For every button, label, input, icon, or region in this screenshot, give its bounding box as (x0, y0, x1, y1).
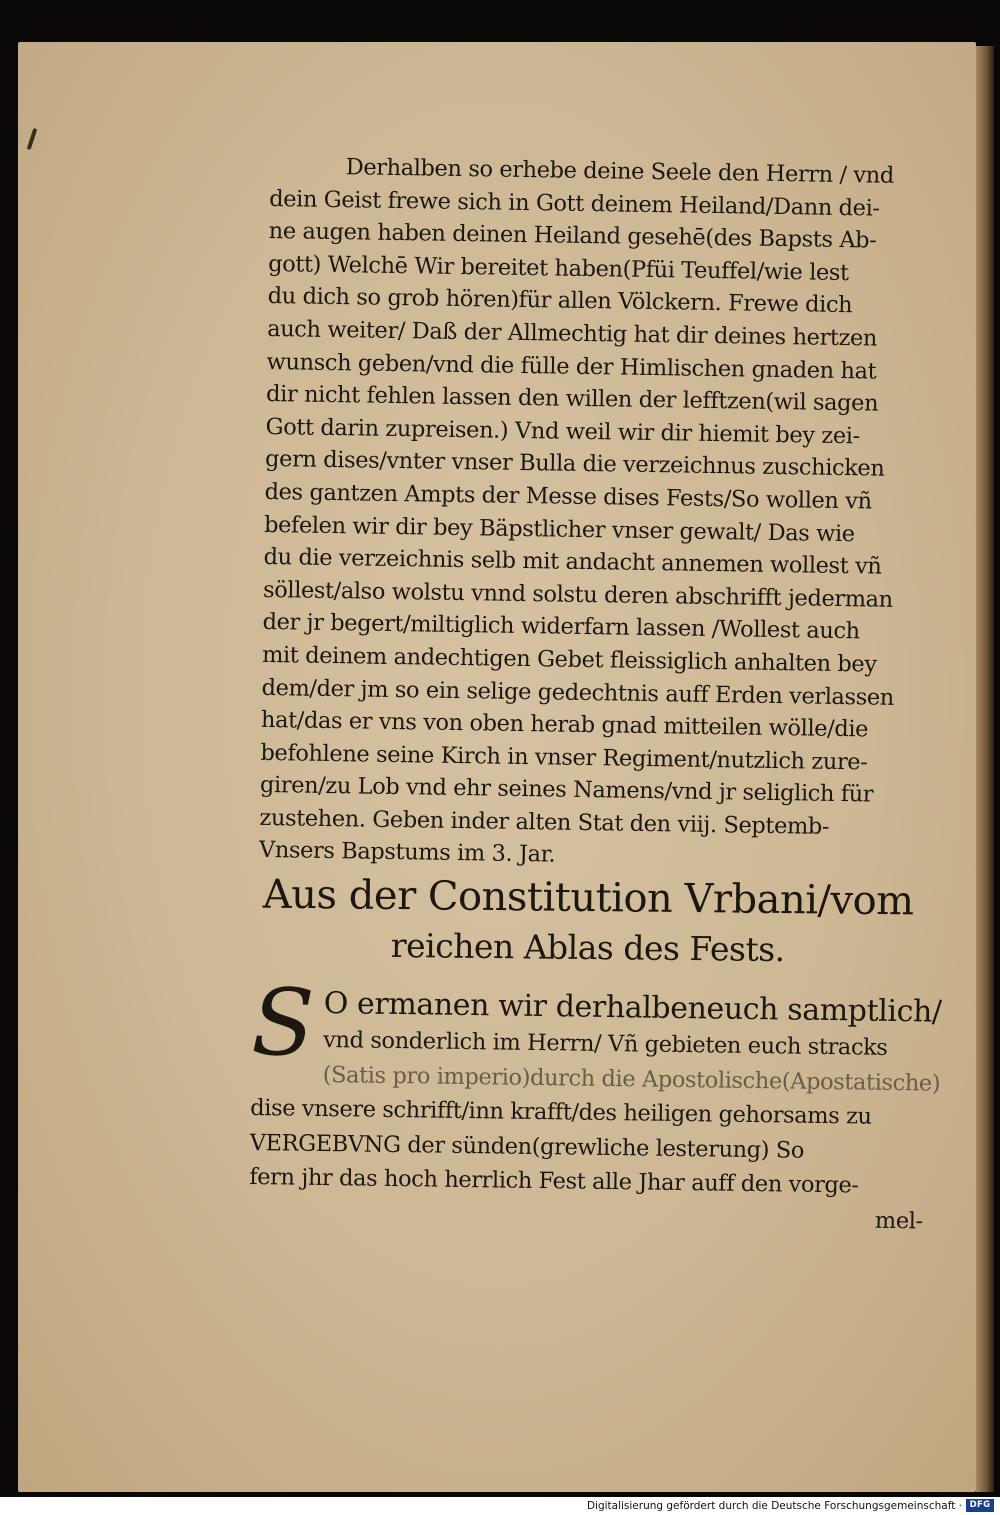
text-line: gern dises/vnter vnser Bulla die verzeichnus zuschicken (264, 446, 885, 483)
catchword: mel- (874, 1207, 923, 1234)
text-line: (Satis pro imperio)durch die Apostolische(Apostatische) (322, 1061, 941, 1097)
text-line: vnd sonderlich im Herrn/ Vñ gebieten euch stracks (323, 1027, 888, 1061)
text-line: du die verzeichnis selb mit andacht annemen wollest vñ (263, 544, 882, 580)
text-line: wunsch geben/vnd die fülle der Himlischen gnaden hat (266, 348, 877, 385)
text-line: dein Geist frewe sich in Gott deinem Heiland/Dann dei- (269, 185, 880, 222)
text-line: befohlene seine Kirch in vnser Regiment/nutzlich zure- (260, 739, 868, 776)
initial-letter: S (250, 969, 316, 1077)
text-line: hat/das er vns von oben herab gnad mitteilen wölle/die (260, 707, 869, 743)
heading-line-1: Aus der Constitution Vrbani/vom (262, 871, 914, 925)
text-line: du dich so grob hören)für allen Völckern. Frewe dich (267, 283, 853, 319)
text-line: dem/der jm so ein selige gedechtnis auff Erden verlassen (261, 674, 895, 711)
text-line: Vnsers Bapstums im 3. Jar. (258, 837, 556, 869)
text-line: gott) Welchē Wir bereitet haben(Pfüi Teuffel/wie lest (268, 250, 849, 286)
text-line: zustehen. Geben inder alten Stat den viij. Septemb- (259, 804, 830, 840)
text-line: Derhalben so erhebe deine Seele den Herrn / vnd (345, 154, 895, 189)
body-text (259, 150, 930, 877)
text-line: giren/zu Lob vnd ehr seines Namens/vnd jr seliglich für (259, 772, 874, 808)
text-line: söllest/also wolstu vnnd solstu deren abschrifft jederman (262, 576, 893, 613)
text-line: VERGEBVNG der sünden(grewliche lesterung) So (249, 1129, 805, 1164)
text-line: dir nicht fehlen lassen den willen der lefftzen(wil sagen (265, 381, 879, 417)
text-line: auch weiter/ Daß der Allmechtig hat dir deines hertzen (266, 315, 878, 352)
text-line: mit deinem andechtigen Gebet fleissiglich anhalten bey (261, 641, 877, 678)
text-line: befelen wir dir bey Bäpstlicher vnser gewalt/ Das wie (263, 511, 855, 547)
text-line: Gott darin zupreisen.) Vnd weil wir dir hiemit bey zei- (265, 413, 860, 450)
section-two-text (249, 969, 942, 1238)
footer-credit: Digitalisierung gefördert durch die Deutsche Forschungsgemeinschaft · (586, 1500, 962, 1512)
text-line: der jr begert/miltiglich widerfarn lassen /Wollest auch (262, 609, 860, 645)
dfg-logo: DFG (966, 1499, 994, 1512)
text-line: fern jhr das hoch herrlich Fest alle Jhar auff den vorge- (249, 1163, 859, 1199)
text-line: ne augen haben deinen Heiland gesehē(des Bapsts Ab- (268, 218, 877, 254)
section-heading (257, 867, 918, 980)
heading-line-2: reichen Ablas des Fests. (390, 925, 785, 970)
text-line: dise vnsere schrifft/inn krafft/des heiligen gehorsams zu (250, 1094, 872, 1130)
page-edge (976, 46, 994, 1492)
section-two-first-line: O ermanen wir derhalbeneuch samptlich/ (323, 986, 942, 1030)
text-line: des gantzen Ampts der Messe dises Fests/So wollen vñ (264, 478, 872, 515)
